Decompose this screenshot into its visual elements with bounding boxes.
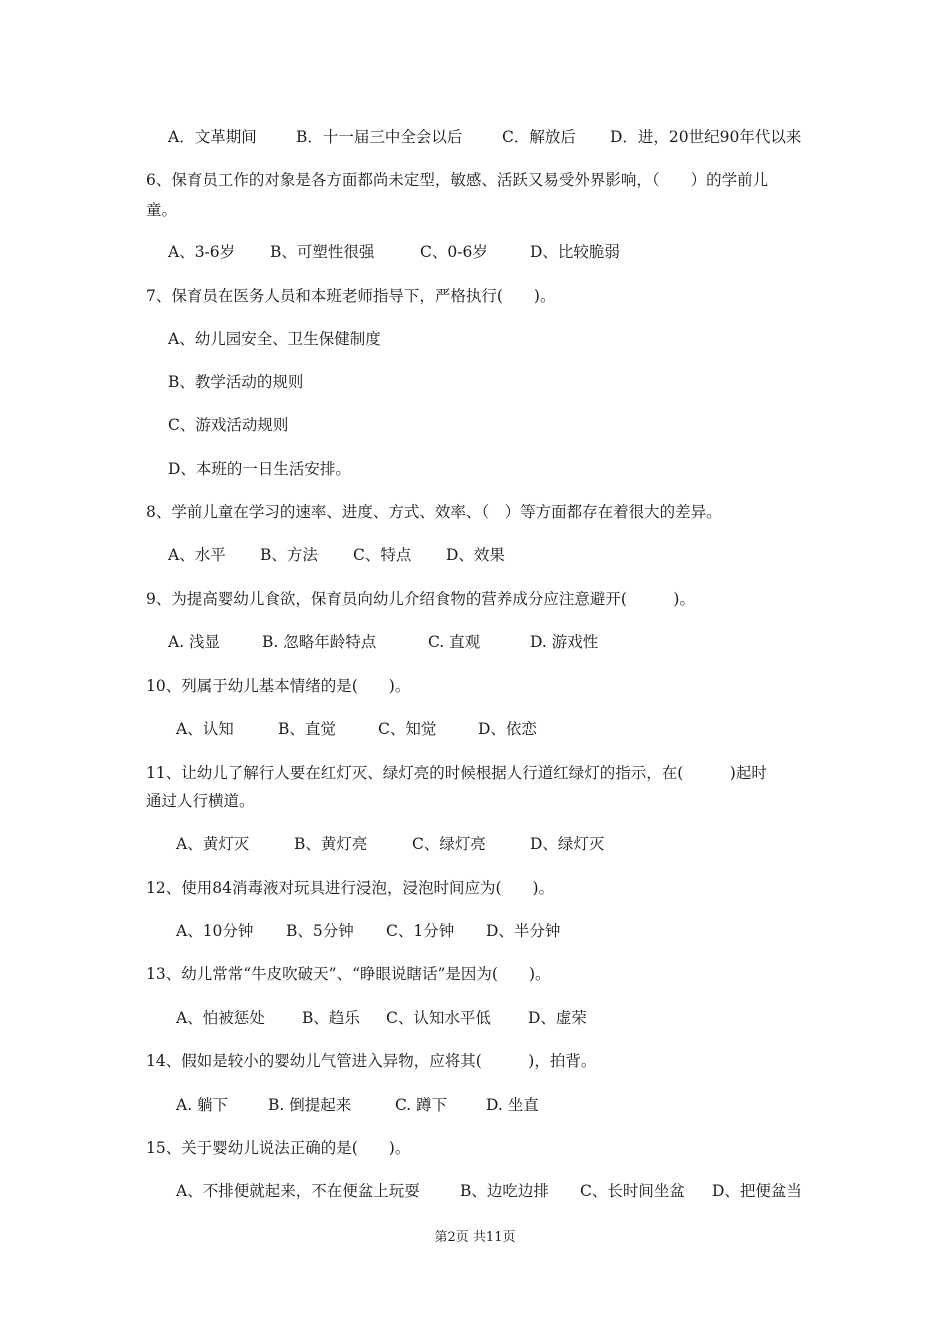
q13-option-b: B、趋乐 bbox=[302, 1009, 360, 1027]
q11-option-a: A、黄灯灭 bbox=[176, 835, 250, 853]
q15-question: 15、关于婴幼儿说法正确的是( )。 bbox=[146, 1139, 411, 1157]
q8-option-b: B、方法 bbox=[260, 546, 318, 564]
q5-option-a: A．文革期间 bbox=[168, 128, 257, 146]
q11-option-c: C、绿灯亮 bbox=[412, 835, 486, 853]
q11-question-line2: 通过人行横道。 bbox=[146, 792, 255, 810]
q6-option-d: D、比较脆弱 bbox=[530, 243, 620, 261]
q14-option-b: B. 倒提起来 bbox=[268, 1096, 352, 1114]
q8-option-a: A、水平 bbox=[168, 546, 226, 564]
q6-question-line1: 6、保育员工作的对象是各方面都尚未定型，敏感、活跃又易受外界影响，（ ）的学前儿 bbox=[146, 171, 769, 189]
q14-option-d: D. 坐直 bbox=[486, 1096, 539, 1114]
q11-option-d: D、绿灯灭 bbox=[530, 835, 605, 853]
q9-question: 9、为提高婴幼儿食欲，保育员向幼儿介绍食物的营养成分应注意避开( )。 bbox=[146, 590, 695, 608]
q10-option-c: C、知觉 bbox=[378, 720, 437, 738]
q7-question: 7、保育员在医务人员和本班老师指导下，严格执行( )。 bbox=[146, 287, 556, 305]
q6-option-b: B、可塑性很强 bbox=[270, 243, 375, 261]
q5-option-d: D．进，20世纪90年代以来 bbox=[610, 128, 802, 146]
q15-option-a: A、不排便就起来，不在便盆上玩耍 bbox=[176, 1182, 420, 1200]
q15-option-d: D、把便盆当 bbox=[712, 1182, 802, 1200]
q15-option-b: B、边吃边排 bbox=[460, 1182, 549, 1200]
q7-option-a: A、幼儿园安全、卫生保健制度 bbox=[168, 330, 381, 348]
q8-option-d: D、效果 bbox=[446, 546, 505, 564]
q5-option-b: B．十一届三中全会以后 bbox=[296, 128, 463, 146]
q6-question-line2: 童。 bbox=[146, 201, 178, 219]
q13-option-d: D、虚荣 bbox=[528, 1009, 587, 1027]
q14-option-a: A. 躺下 bbox=[176, 1096, 229, 1114]
q5-option-c: C．解放后 bbox=[502, 128, 576, 146]
q8-option-c: C、特点 bbox=[353, 546, 412, 564]
q15-option-c: C、长时间坐盆 bbox=[580, 1182, 685, 1200]
q10-option-d: D、依恋 bbox=[478, 720, 537, 738]
q14-option-c: C. 蹲下 bbox=[395, 1096, 448, 1114]
q10-question: 10、列属于幼儿基本情绪的是( )。 bbox=[146, 677, 411, 695]
q14-question: 14、假如是较小的婴幼儿气管进入异物，应将其( )，拍背。 bbox=[146, 1052, 597, 1070]
q9-option-d: D. 游戏性 bbox=[530, 633, 599, 651]
q13-question: 13、幼儿常常“牛皮吹破天”、“睁眼说瞎话”是因为( )。 bbox=[146, 965, 551, 983]
q12-option-b: B、5分钟 bbox=[286, 922, 354, 940]
q9-option-c: C. 直观 bbox=[428, 633, 481, 651]
q10-option-a: A、认知 bbox=[176, 720, 234, 738]
q12-option-d: D、半分钟 bbox=[486, 922, 561, 940]
q10-option-b: B、直觉 bbox=[278, 720, 336, 738]
q8-question: 8、学前儿童在学习的速率、进度、方式、效率、（ ）等方面都存在着很大的差异。 bbox=[146, 503, 722, 521]
q13-option-c: C、认知水平低 bbox=[386, 1009, 491, 1027]
page-number: 第2页 共11页 bbox=[434, 1230, 516, 1245]
q12-option-c: C、1分钟 bbox=[386, 922, 455, 940]
q9-option-b: B. 忽略年龄特点 bbox=[262, 633, 377, 651]
q6-option-c: C、0-6岁 bbox=[420, 243, 488, 261]
q12-option-a: A、10分钟 bbox=[176, 922, 254, 940]
q6-option-a: A、3-6岁 bbox=[168, 243, 236, 261]
q9-option-a: A. 浅显 bbox=[168, 633, 221, 651]
q7-option-d: D、本班的一日生活安排。 bbox=[168, 460, 351, 478]
q11-question-line1: 11、让幼儿了解行人要在红灯灭、绿灯亮的时候根据人行道红绿灯的指示，在( )起时 bbox=[146, 764, 767, 782]
q7-option-c: C、游戏活动规则 bbox=[168, 416, 289, 434]
q7-option-b: B、教学活动的规则 bbox=[168, 373, 304, 391]
q11-option-b: B、黄灯亮 bbox=[294, 835, 368, 853]
q12-question: 12、使用84消毒液对玩具进行浸泡，浸泡时间应为( )。 bbox=[146, 879, 555, 897]
q13-option-a: A、怕被惩处 bbox=[176, 1009, 265, 1027]
